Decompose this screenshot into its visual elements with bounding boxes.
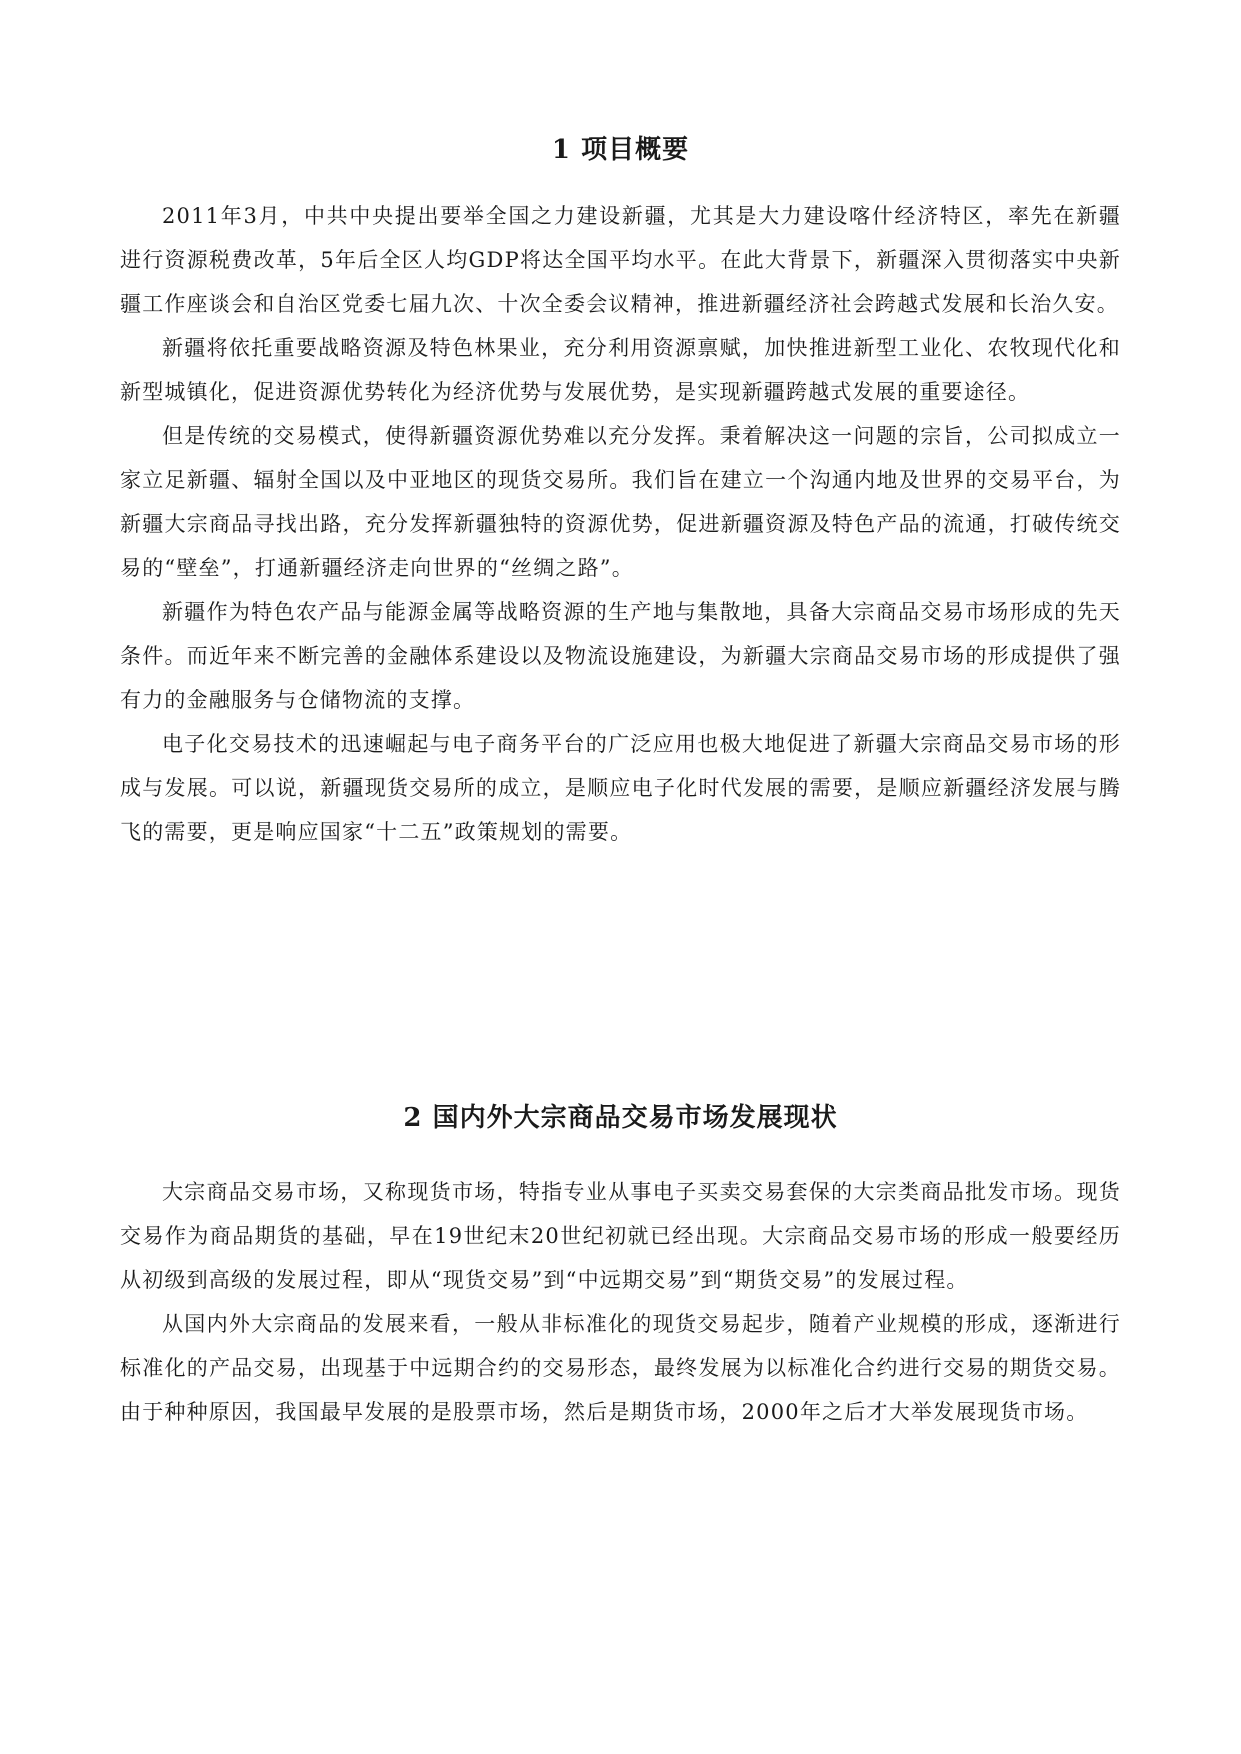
- section-2-heading: 2 国内外大宗商品交易市场发展现状: [403, 1103, 838, 1133]
- section-1-body: [120, 194, 1121, 854]
- paragraph: 新疆作为特色农产品与能源金属等战略资源的生产地与集散地，具备大宗商品交易市场形成的先天条件。而近年来不断完善的金融体系建设以及物流设施建设，为新疆大宗商品交易市场的形成提供了强有力的金融服务与仓储物流的支撑。: [120, 600, 1121, 712]
- paragraph: 2011年3月，中共中央提出要举全国之力建设新疆，尤其是大力建设喀什经济特区，率先在新疆进行资源税费改革，5年后全区人均GDP将达全国平均水平。在此大背景下，新疆深入贯彻落实中央新疆工作座谈会和自治区党委七届九次、十次全委会议精神，推进新疆经济社会跨越式发展和长治久安。: [120, 204, 1121, 316]
- section-1-heading: 1 项目概要: [551, 135, 690, 165]
- paragraph: 电子化交易技术的迅速崛起与电子商务平台的广泛应用也极大地促进了新疆大宗商品交易市场的形成与发展。可以说，新疆现货交易所的成立，是顺应电子化时代发展的需要，是顺应新疆经济发展与腾飞的需要，更是响应国家“十二五”政策规划的需要。: [120, 732, 1121, 844]
- paragraph: 大宗商品交易市场，又称现货市场，特指专业从事电子买卖交易套保的大宗类商品批发市场。现货交易作为商品期货的基础，早在19世纪末20世纪初就已经出现。大宗商品交易市场的形成一般要经历从初级到高级的发展过程，即从“现货交易”到“中远期交易”到“期货交易”的发展过程。: [120, 1180, 1121, 1292]
- paragraph: 新疆将依托重要战略资源及特色林果业，充分利用资源禀赋，加快推进新型工业化、农牧现代化和新型城镇化，促进资源优势转化为经济优势与发展优势，是实现新疆跨越式发展的重要途径。: [120, 336, 1121, 404]
- section-2-body: [120, 1170, 1121, 1434]
- paragraph: 从国内外大宗商品的发展来看，一般从非标准化的现货交易起步，随着产业规模的形成，逐渐进行标准化的产品交易，出现基于中远期合约的交易形态，最终发展为以标准化合约进行交易的期货交易。由于种种原因，我国最早发展的是股票市场，然后是期货市场，2000年之后才大举发展现货市场。: [120, 1312, 1121, 1424]
- paragraph: 但是传统的交易模式，使得新疆资源优势难以充分发挥。秉着解决这一问题的宗旨，公司拟成立一家立足新疆、辐射全国以及中亚地区的现货交易所。我们旨在建立一个沟通内地及世界的交易平台，为新疆大宗商品寻找出路，充分发挥新疆独特的资源优势，促进新疆资源及特色产品的流通，打破传统交易的“壁垒”，打通新疆经济走向世界的“丝绸之路”。: [120, 424, 1121, 580]
